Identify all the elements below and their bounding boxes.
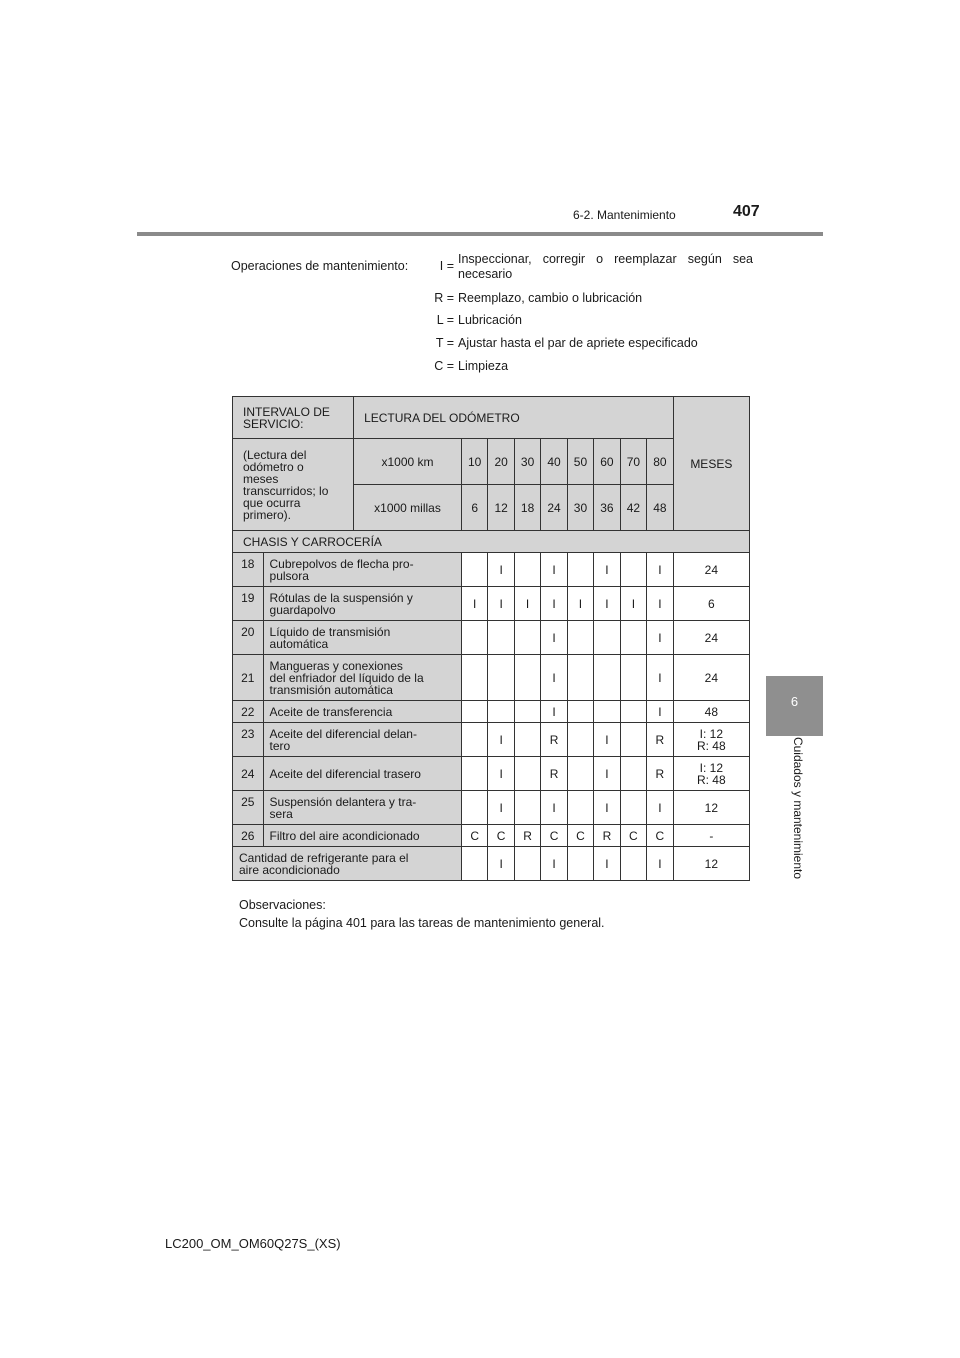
section-title: 6-2. Mantenimiento xyxy=(573,208,676,222)
interval-cell xyxy=(514,701,540,723)
interval-cell xyxy=(620,655,646,701)
legend-key: C = xyxy=(434,359,454,373)
interval-cell: I xyxy=(647,587,674,621)
interval-cell xyxy=(488,701,514,723)
interval-label: INTERVALO DE SERVICIO: xyxy=(233,397,354,439)
table-row xyxy=(233,587,750,621)
interval-cell xyxy=(461,655,487,701)
interval-cell xyxy=(567,701,593,723)
months-cell: 48 xyxy=(673,701,749,723)
interval-cell xyxy=(514,723,540,757)
interval-cell xyxy=(620,847,646,881)
km-value: 50 xyxy=(567,439,593,485)
km-value: 60 xyxy=(594,439,620,485)
km-value: 80 xyxy=(647,439,674,485)
legend-key: T = xyxy=(435,336,454,350)
legend-desc: Reemplazo, cambio o lubricación xyxy=(458,291,643,305)
interval-cell xyxy=(567,553,593,587)
miles-value: 36 xyxy=(594,485,620,531)
miles-value: 42 xyxy=(620,485,646,531)
section-title: CHASIS Y CARROCERÍA xyxy=(233,531,750,553)
interval-cell: R xyxy=(647,757,674,791)
months-cell: 6 xyxy=(673,587,749,621)
interval-cell xyxy=(620,621,646,655)
table-row xyxy=(233,723,750,757)
km-value: 20 xyxy=(488,439,514,485)
row-description: Filtro del aire acondicionado xyxy=(263,825,461,847)
interval-cell: I xyxy=(541,847,567,881)
interval-cell xyxy=(567,757,593,791)
interval-cell: I xyxy=(488,553,514,587)
row-description: Suspensión delantera y tra- sera xyxy=(263,791,461,825)
table-row xyxy=(233,757,750,791)
miles-label: x1000 millas xyxy=(354,485,462,531)
interval-cell: R xyxy=(594,825,620,847)
row-description: Mangueras y conexiones del enfriador del líquido de la transmisión automática xyxy=(263,655,461,701)
interval-cell xyxy=(461,791,487,825)
interval-cell: C xyxy=(647,825,674,847)
months-cell: I: 12 R: 48 xyxy=(673,723,749,757)
interval-cell xyxy=(514,791,540,825)
interval-cell xyxy=(620,791,646,825)
legend-desc: Limpieza xyxy=(458,359,509,373)
months-cell: 12 xyxy=(673,791,749,825)
interval-cell xyxy=(567,847,593,881)
interval-cell: R xyxy=(514,825,540,847)
table-row xyxy=(233,621,750,655)
interval-cell xyxy=(488,621,514,655)
interval-cell: I xyxy=(541,621,567,655)
miles-value: 12 xyxy=(488,485,514,531)
interval-cell: I xyxy=(541,553,567,587)
interval-cell: I xyxy=(594,757,620,791)
interval-cell: C xyxy=(461,825,487,847)
interval-cell: I xyxy=(541,655,567,701)
table-row xyxy=(233,655,750,701)
interval-cell xyxy=(514,757,540,791)
interval-cell xyxy=(514,621,540,655)
observations-text: Consulte la página 401 para las tareas de mantenimiento general. xyxy=(239,916,605,930)
km-value: 70 xyxy=(620,439,646,485)
miles-value: 24 xyxy=(541,485,567,531)
legend-desc: Lubricación xyxy=(458,313,522,327)
legend-key: L = xyxy=(436,313,454,327)
row-description: Aceite del diferencial delan- tero xyxy=(263,723,461,757)
interval-cell xyxy=(514,553,540,587)
row-number: 19 xyxy=(233,587,264,621)
interval-cell xyxy=(461,757,487,791)
miles-value: 30 xyxy=(567,485,593,531)
interval-cell: I xyxy=(541,701,567,723)
interval-cell xyxy=(567,791,593,825)
table-row xyxy=(233,701,750,723)
months-cell: 24 xyxy=(673,621,749,655)
interval-cell xyxy=(620,723,646,757)
row-number: 23 xyxy=(233,723,264,757)
row-description: Cantidad de refrigerante para el aire acondicionado xyxy=(233,847,462,881)
table-row xyxy=(233,825,750,847)
interval-cell xyxy=(461,723,487,757)
chapter-number: 6 xyxy=(790,694,799,709)
interval-cell: I xyxy=(594,723,620,757)
interval-cell: I xyxy=(488,587,514,621)
interval-cell: I xyxy=(647,553,674,587)
row-number: 22 xyxy=(233,701,264,723)
row-number: 24 xyxy=(233,757,264,791)
table-row xyxy=(233,553,750,587)
interval-cell xyxy=(594,701,620,723)
row-description: Líquido de transmisión automática xyxy=(263,621,461,655)
interval-cell: R xyxy=(647,723,674,757)
interval-cell: I xyxy=(594,553,620,587)
months-cell: - xyxy=(673,825,749,847)
miles-value: 6 xyxy=(461,485,487,531)
interval-cell: I xyxy=(594,847,620,881)
reading-note: (Lectura del odómetro o meses transcurridos; lo que ocurra primero). xyxy=(233,439,354,531)
interval-cell xyxy=(594,621,620,655)
legend-title: Operaciones de mantenimiento: xyxy=(231,259,409,273)
interval-cell: I xyxy=(541,791,567,825)
km-value: 10 xyxy=(461,439,487,485)
legend-key: I = xyxy=(439,259,454,273)
miles-value: 48 xyxy=(647,485,674,531)
interval-cell: I xyxy=(488,723,514,757)
observations xyxy=(239,896,605,932)
table-header-row xyxy=(233,397,750,439)
interval-cell: I xyxy=(647,621,674,655)
section-row xyxy=(233,531,750,553)
months-label: MESES xyxy=(673,397,749,531)
chapter-tab[interactable] xyxy=(766,676,823,736)
interval-cell: I xyxy=(647,791,674,825)
row-description: Cubrepolvos de flecha pro- pulsora xyxy=(263,553,461,587)
interval-cell xyxy=(514,847,540,881)
row-number: 18 xyxy=(233,553,264,587)
row-description: Aceite de transferencia xyxy=(263,701,461,723)
interval-cell xyxy=(594,655,620,701)
interval-cell: I xyxy=(620,587,646,621)
interval-cell xyxy=(567,621,593,655)
interval-cell: I xyxy=(647,701,674,723)
interval-cell: I xyxy=(594,791,620,825)
document-code: LC200_OM_OM60Q27S_(XS) xyxy=(165,1236,341,1251)
table-row xyxy=(233,847,750,881)
interval-cell: I xyxy=(488,847,514,881)
interval-cell: I xyxy=(488,791,514,825)
interval-cell: I xyxy=(567,587,593,621)
header-divider xyxy=(137,232,823,236)
km-value: 30 xyxy=(514,439,540,485)
months-cell: 24 xyxy=(673,553,749,587)
legend-desc: Inspeccionar, corregir o reemplazar según sea necesario xyxy=(458,252,753,281)
interval-cell: I xyxy=(647,655,674,701)
miles-value: 18 xyxy=(514,485,540,531)
interval-cell: C xyxy=(567,825,593,847)
km-value: 40 xyxy=(541,439,567,485)
interval-cell xyxy=(567,655,593,701)
table-row xyxy=(233,791,750,825)
interval-cell xyxy=(620,757,646,791)
interval-cell: R xyxy=(541,723,567,757)
months-cell: 12 xyxy=(673,847,749,881)
km-row xyxy=(233,439,750,485)
legend-desc: Ajustar hasta el par de apriete especificado xyxy=(458,336,698,350)
odometer-label: LECTURA DEL ODÓMETRO xyxy=(354,397,674,439)
interval-cell: I xyxy=(514,587,540,621)
row-number: 20 xyxy=(233,621,264,655)
interval-cell xyxy=(461,621,487,655)
interval-cell: C xyxy=(541,825,567,847)
interval-cell: I xyxy=(594,587,620,621)
months-cell: 24 xyxy=(673,655,749,701)
row-number: 21 xyxy=(233,655,264,701)
interval-cell: C xyxy=(620,825,646,847)
interval-cell: I xyxy=(488,757,514,791)
months-cell: I: 12 R: 48 xyxy=(673,757,749,791)
km-label: x1000 km xyxy=(354,439,462,485)
interval-cell xyxy=(620,701,646,723)
legend-key: R = xyxy=(434,291,454,305)
interval-cell xyxy=(567,723,593,757)
interval-cell xyxy=(461,553,487,587)
row-description: Aceite del diferencial trasero xyxy=(263,757,461,791)
observations-title: Observaciones: xyxy=(239,898,326,912)
interval-cell: I xyxy=(461,587,487,621)
interval-cell xyxy=(461,701,487,723)
maintenance-table xyxy=(232,396,750,881)
interval-cell: R xyxy=(541,757,567,791)
interval-cell xyxy=(461,847,487,881)
interval-cell: C xyxy=(488,825,514,847)
interval-cell xyxy=(514,655,540,701)
page-number: 407 xyxy=(733,203,760,220)
row-number: 26 xyxy=(233,825,264,847)
interval-cell: I xyxy=(541,587,567,621)
row-number: 25 xyxy=(233,791,264,825)
interval-cell xyxy=(620,553,646,587)
chapter-label: Cuidados y mantenimiento xyxy=(791,736,805,880)
interval-cell xyxy=(488,655,514,701)
interval-cell: I xyxy=(647,847,674,881)
row-description: Rótulas de la suspensión y guardapolvo xyxy=(263,587,461,621)
